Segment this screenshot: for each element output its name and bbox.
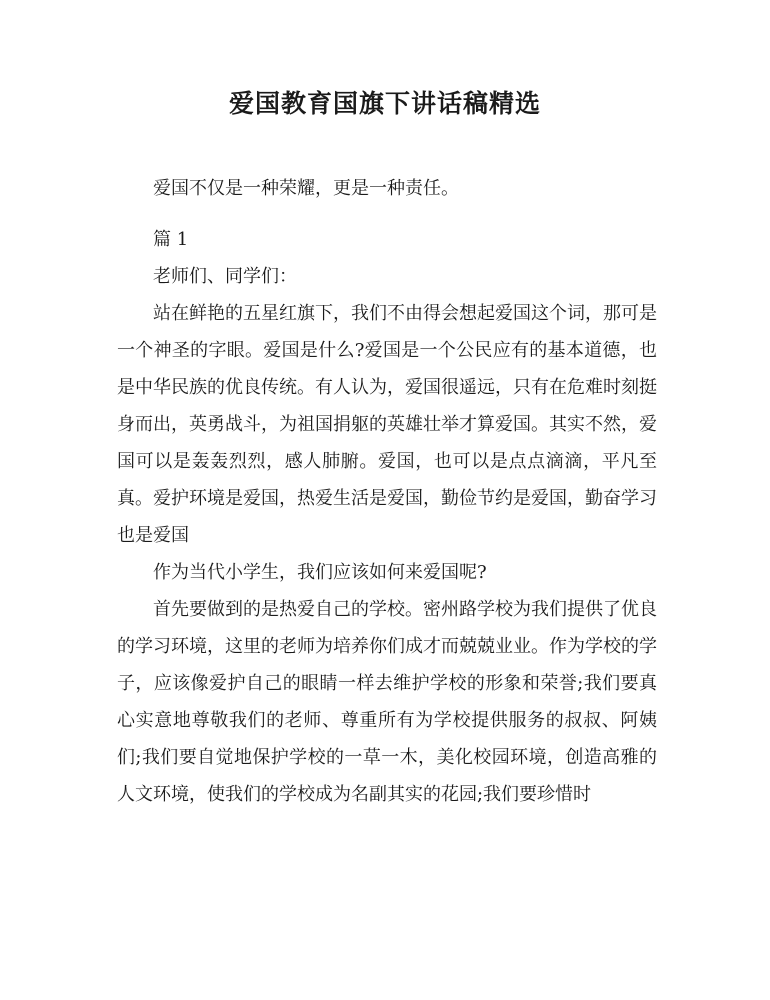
body-paragraph: 站在鲜艳的五星红旗下，我们不由得会想起爱国这个词，那可是一个神圣的字眼。爱国是什么?爱国是一个公民应有的基本道德，也是中华民族的优良传统。有人认为，爱国很遥远，只有在危难时刻挺身而出，英勇战斗，为祖国捐躯的英雄壮举才算爱国。其实不然，爱国可以是轰轰烈烈，感人肺腑。爱国，也可以是点点滴滴，平凡至真。爱护环境是爱国，热爱生活是爱国，勤俭节约是爱国，勤奋学习也是爱国 xyxy=(117,303,657,546)
section-label: 篇 1 xyxy=(153,229,189,250)
subtitle-paragraph: 爱国不仅是一种荣耀，更是一种责任。 xyxy=(153,178,459,199)
salutation-paragraph: 老师们、同学们： xyxy=(153,266,297,287)
body-paragraph: 作为当代小学生，我们应该如何来爱国呢? xyxy=(153,562,487,583)
body-paragraph: 首先要做到的是热爱自己的学校。密州路学校为我们提供了优良的学习环境，这里的老师为培养你们成才而兢兢业业。作为学校的学子，应该像爱护自己的眼睛一样去维护学校的形象和荣誉;我们要真心实意地尊敬我们的老师、尊重所有为学校提供服务的叔叔、阿姨们;我们要自觉地保护学校的一草一木，美化校园环境，创造高雅的人文环境，使我们的学校成为名副其实的花园;我们要珍惜时 xyxy=(117,599,657,805)
document-title: 爱国教育国旗下讲话稿精选 xyxy=(228,89,541,118)
document-body xyxy=(117,170,657,813)
